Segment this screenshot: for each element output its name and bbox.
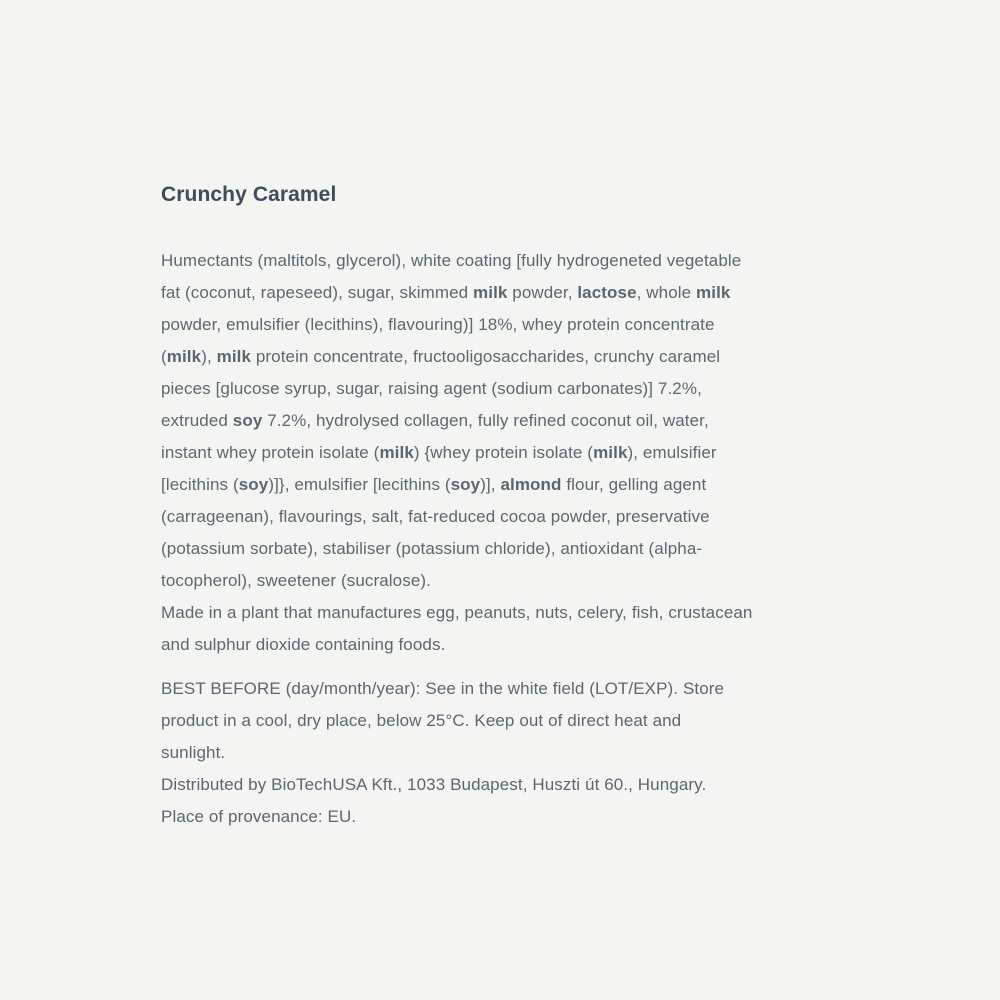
- allergen-bold-text: soy: [232, 411, 263, 430]
- allergen-bold-text: soy: [450, 475, 481, 494]
- text-segment: BEST BEFORE (day/month/year): See in the white field (LOT/EXP). Store: [161, 679, 725, 698]
- text-segment: pieces [glucose syrup, sugar, raising agent (sodium carbonates)] 7.2%,: [161, 379, 702, 398]
- text-line: [161, 629, 881, 661]
- text-segment: ) {whey protein isolate (: [413, 443, 594, 462]
- text-segment: )],: [480, 475, 501, 494]
- text-segment: protein concentrate, fructooligosaccharides, crunchy caramel: [251, 347, 721, 366]
- text-line: [161, 565, 881, 597]
- paragraph-storage-distribution: [161, 673, 881, 833]
- text-segment: (potassium sorbate), stabiliser (potassium chloride), antioxidant (alpha-: [161, 539, 703, 558]
- paragraph-ingredients: [161, 245, 881, 661]
- allergen-bold-text: almond: [500, 475, 562, 494]
- text-segment: 7.2%, hydrolysed collagen, fully refined coconut oil, water,: [262, 411, 709, 430]
- text-segment: Distributed by BioTechUSA Kft., 1033 Budapest, Huszti út 60., Hungary.: [161, 775, 707, 794]
- text-segment: tocopherol), sweetener (sucralose).: [161, 571, 431, 590]
- text-segment: and sulphur dioxide containing foods.: [161, 635, 446, 654]
- text-segment: Made in a plant that manufactures egg, peanuts, nuts, celery, fish, crustacean: [161, 603, 753, 622]
- allergen-bold-text: milk: [216, 347, 252, 366]
- text-line: [161, 277, 881, 309]
- text-line: [161, 737, 881, 769]
- text-segment: )]}, emulsifier [lecithins (: [268, 475, 451, 494]
- text-line: [161, 801, 881, 833]
- text-block: [161, 245, 881, 833]
- text-segment: powder,: [507, 283, 578, 302]
- text-segment: ),: [201, 347, 217, 366]
- text-segment: Humectants (maltitols, glycerol), white coating [fully hydrogeneted vegetable: [161, 251, 742, 270]
- text-line: [161, 673, 881, 705]
- text-line: [161, 469, 881, 501]
- allergen-bold-text: milk: [473, 283, 508, 302]
- text-segment: product in a cool, dry place, below 25°C. Keep out of direct heat and: [161, 711, 682, 730]
- text-segment: ), emulsifier: [627, 443, 717, 462]
- allergen-bold-text: milk: [593, 443, 628, 462]
- text-segment: (: [161, 347, 167, 366]
- allergen-bold-text: lactose: [577, 283, 637, 302]
- text-line: [161, 405, 881, 437]
- text-segment: Place of provenance: EU.: [161, 807, 357, 826]
- text-segment: fat (coconut, rapeseed), sugar, skimmed: [161, 283, 474, 302]
- text-line: [161, 245, 881, 277]
- allergen-bold-text: milk: [166, 347, 202, 366]
- text-segment: sunlight.: [161, 743, 226, 762]
- text-line: [161, 501, 881, 533]
- text-segment: powder, emulsifier (lecithins), flavouring)] 18%, whey protein concentrate: [161, 315, 715, 334]
- text-line: [161, 533, 881, 565]
- product-title: Crunchy Caramel: [161, 183, 337, 206]
- text-segment: extruded: [161, 411, 233, 430]
- text-segment: [lecithins (: [161, 475, 239, 494]
- allergen-bold-text: soy: [238, 475, 269, 494]
- text-line: [161, 341, 881, 373]
- text-segment: instant whey protein isolate (: [161, 443, 380, 462]
- text-line: [161, 437, 881, 469]
- allergen-bold-text: milk: [379, 443, 414, 462]
- text-line: [161, 373, 881, 405]
- allergen-bold-text: milk: [696, 283, 731, 302]
- text-line: [161, 309, 881, 341]
- text-segment: flour, gelling agent: [561, 475, 707, 494]
- text-segment: , whole: [636, 283, 697, 302]
- text-segment: (carrageenan), flavourings, salt, fat-reduced cocoa powder, preservative: [161, 507, 710, 526]
- text-line: [161, 705, 881, 737]
- text-line: [161, 769, 881, 801]
- text-line: [161, 597, 881, 629]
- product-description-section: [161, 181, 881, 833]
